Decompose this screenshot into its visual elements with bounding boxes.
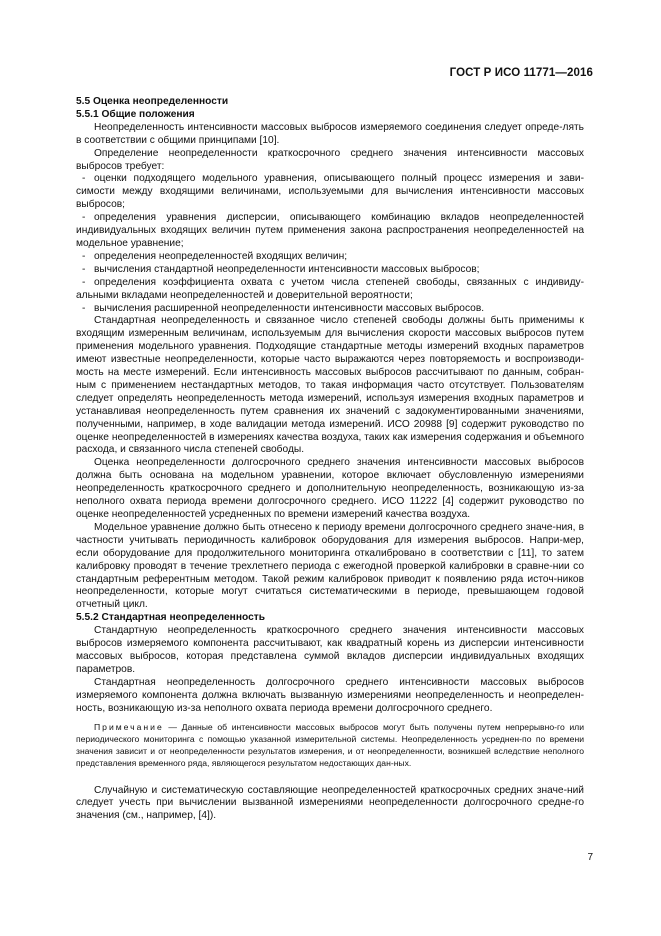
list-item-text: вычисления расширенной неопределенности интенсивности массовых выбросов. xyxy=(94,302,485,314)
standard-header: ГОСТ Р ИСО 11771—2016 xyxy=(449,67,593,79)
paragraph-general-1: Неопределенность интенсивности массовых выбросов измеряемого соединения следует опреде-лять в соответствии с общими принципами [10]. xyxy=(76,121,584,146)
note-text: — Данные об интенсивности массовых выбросов могут быть получены путем непрерывно-го или периодического мониторинга с помощью указанной измерительной системы. Неопределенность усреднен-по по времени значения зависит и от неопределенности результатов измерения, и от неопределенности, возникшей вследствие неполного представления временного ряда, являющегося результатом недостающих дан-ных. xyxy=(76,721,584,768)
paragraph-standard-3: Случайную и систематическую составляющие неопределенностей краткосрочных средних значе-ний следует учесть при вычислении вызванной измерениями неопределенности долгосрочного средне-го значения (см., например, [4]). xyxy=(76,784,584,822)
paragraph-standard-1: Стандартную неопределенность краткосрочного среднего значения интенсивности массовых выбросов измеряемого компонента рассчитывают, как квадратный корень из дисперсии интенсивности массовых выбросов, которая представлена суммой вкладов дисперсии индивидуальных входящих параметров. xyxy=(76,625,584,675)
list-item-text: определения коэффициента охвата с учетом числа степеней свободы, связанных с индивиду-альными вкладами неопределенностей и доверительной вероятности; xyxy=(76,276,584,301)
list-item-text: оценки подходящего модельного уравнения, описывающего полный процесс измерения и зави-симости между входящими величинами, используемыми для вычисления интенсивности массовых выбросов; xyxy=(76,173,584,211)
section-5-5-title: 5.5 Оценка неопределенности xyxy=(76,96,229,107)
page-number: 7 xyxy=(587,852,593,863)
list-item: - оценки подходящего модельного уравнения, описывающего полный процесс измерения и зави-симости между входящими величинами, используемыми для вычисления интенсивности массовых выбросов; xyxy=(76,173,584,211)
paragraph-standard-2: Стандартная неопределенность долгосрочного среднего интенсивности массовых выбросов измеряемого компонента должна включать вызванную измерениями неопределенность и неопределен-ность, возникающую из-за неполного охвата периода времени долгосрочного среднего. xyxy=(76,676,584,714)
list-item: - определения уравнения дисперсии, описывающего комбинацию вкладов неопределенностей индивидуальных входящих величин путем применения закона распространения неопределенностей на модельное уравнение; xyxy=(76,212,584,249)
list-item: - вычисления расширенной неопределенности интенсивности массовых выбросов. xyxy=(82,302,485,314)
list-item: - определения неопределенностей входящих величин; xyxy=(82,250,348,262)
document-body xyxy=(76,96,584,823)
list-item: - определения коэффициента охвата с учетом числа степеней свободы, связанных с индивиду-альными вкладами неопределенностей и доверительной вероятности; xyxy=(76,276,584,301)
note-label: Примечание xyxy=(94,721,164,732)
list-item-text: определения уравнения дисперсии, описывающего комбинацию вкладов неопределенностей индивидуальных входящих величин путем применения закона распространения неопределенностей на модельное уравнение; xyxy=(76,212,584,249)
section-5-5-2-title: 5.5.2 Стандартная неопределенность xyxy=(76,612,265,624)
paragraph-general-2: Определение неопределенности краткосрочного среднего значения интенсивности массовых выбросов требует: xyxy=(76,147,584,172)
section-5-5-1-title: 5.5.1 Общие положения xyxy=(76,108,195,120)
list-item: - вычисления стандартной неопределенности интенсивности массовых выбросов; xyxy=(82,263,480,275)
paragraph-general-3: Стандартная неопределенность и связанное число степеней свободы должны быть применимы к входящим измеренным величинам, используемым для вычисления скорости массовых выбросов путем применения модельного уравнения. Подходящие стандартные методы измерений входных параметров имеют известные неопределенности, которые часто выражаются через повторяемость и воспроизводи-мость на месте измерений. Если интенсивность массовых выбросов рассчитывают по данным, собран-ным с применением нестандартных методов, то такая информация часто отсутствует. Пользователям следует определять неопределенность метода измерений, используя измерения входных параметров и устанавливая неопределенность путем сравнения их значений с задокументированными значениями, полученными, например, в ходе валидации метода измерений. ИСО 20988 [9] содержит руководство по оценке неопределенностей в измерениях качества воздуха, таких как измерения содержания и объемного расхода, и связанного числа степеней свободы. xyxy=(76,315,584,456)
list-item-text: вычисления стандартной неопределенности интенсивности массовых выбросов; xyxy=(94,263,480,275)
note xyxy=(76,721,584,769)
list-item-text: определения неопределенностей входящих величин; xyxy=(94,250,348,262)
paragraph-general-5: Модельное уравнение должно быть отнесено к периоду времени долгосрочного среднего значе-ния, в частности учитывать периодичность калибровок оборудования для измерения выбросов. Напри-мер, если оборудование для продолжительного мониторинга откалибровано в соответствии с [11], то затем калибровку проводят в течение трехлетнего периода с ежегодной проверкой калибровки в сравне-нии со стандартным референтным методом. Такой режим калибровок приводит к появлению ряда источ-ников неопределенности, которые могут считаться систематическими в периоде, превышающем годовой отчетный цикл. xyxy=(76,521,584,611)
paragraph-general-4: Оценка неопределенности долгосрочного среднего значения интенсивности массовых выбросов должна быть основана на модельном уравнении, которое включает обусловленную измерениями неопределенность краткосрочного среднего и дополнительную неопределенность, возникающую из-за неполного охвата периода времени долгосрочного среднего. ИСО 11222 [4] содержит руководство по оценке неопределенностей усредненных по времени измерений качества воздуха. xyxy=(76,457,584,520)
